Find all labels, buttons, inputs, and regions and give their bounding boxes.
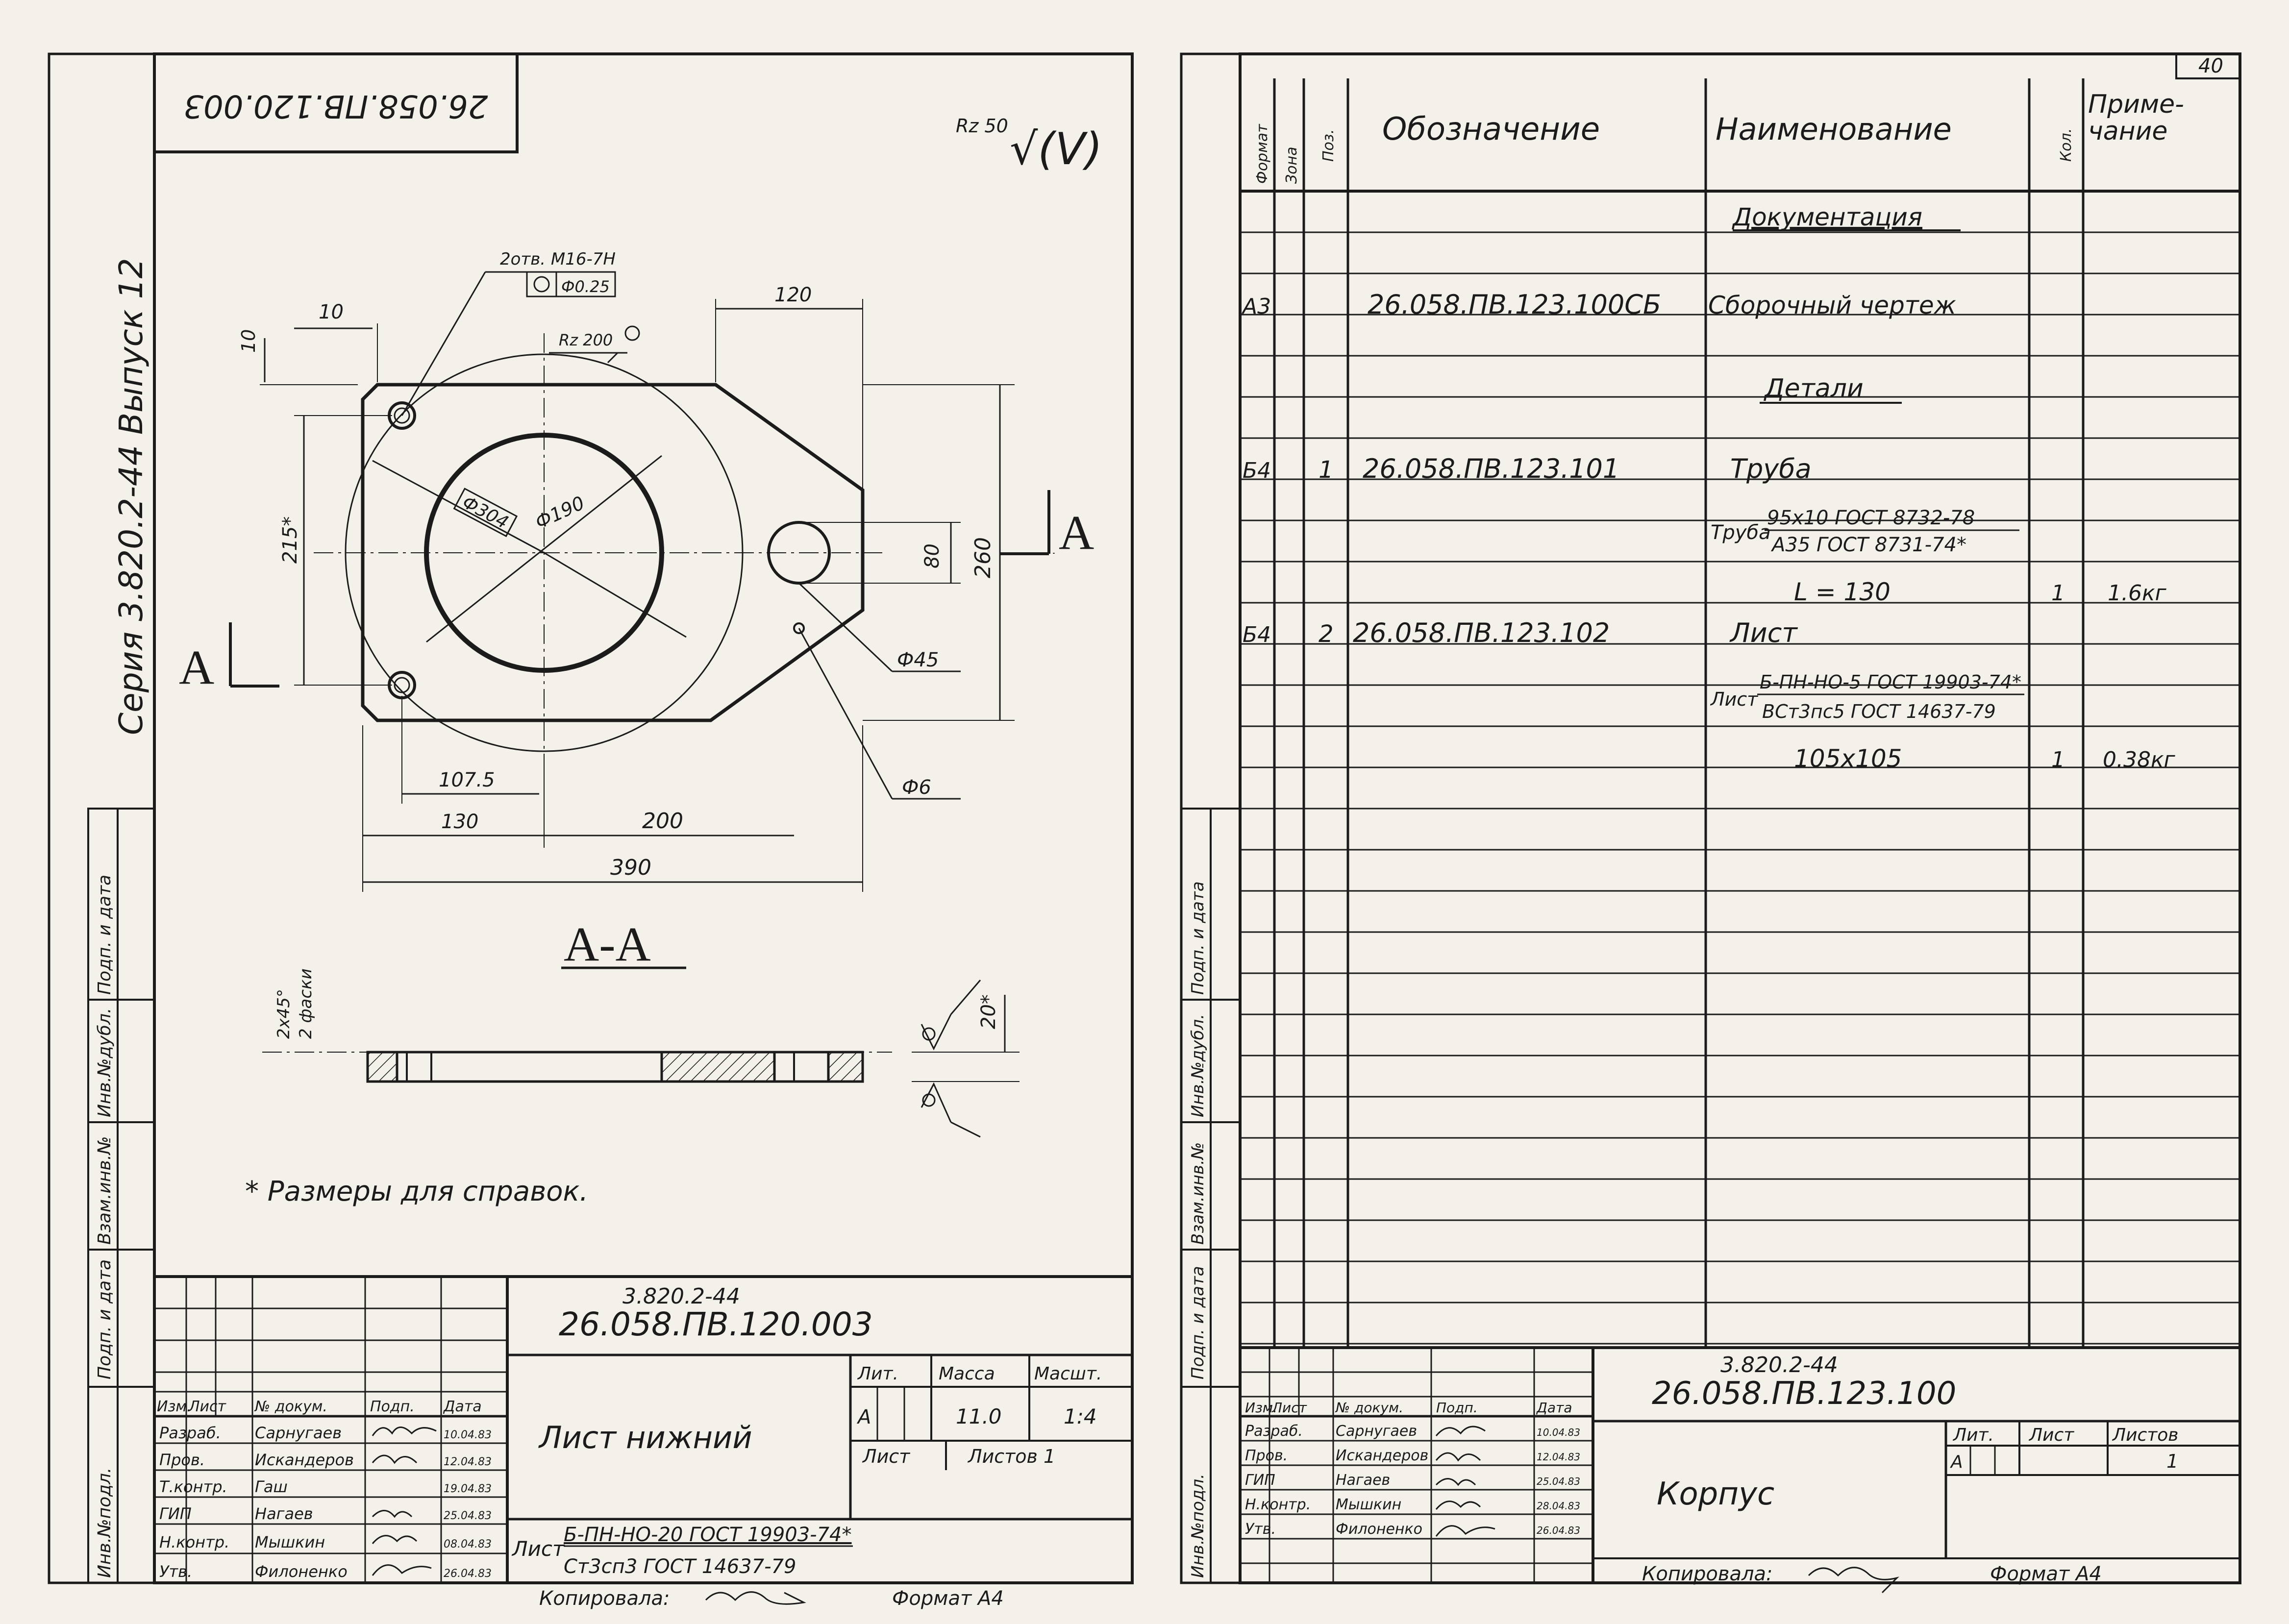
spec-rows (1240, 232, 2240, 1344)
rtb-date-4: 26.04.83 (1537, 1525, 1581, 1536)
row-a3-designation: 26.058.ПВ.123.100СБ (1368, 289, 1661, 320)
tb-date-4: 08.04.83 (444, 1538, 492, 1550)
tb-role-5: Утв. (159, 1562, 193, 1581)
hdr-note-1: Приме- (2088, 90, 2184, 119)
tb-mass: 11.0 (956, 1404, 1002, 1428)
section-arrow-right: А (1059, 505, 1095, 560)
rtb-name-4: Филоненко (1336, 1521, 1423, 1538)
right-format: Формат А4 (1990, 1563, 2102, 1585)
row-a3-name: Сборочный чертеж (1708, 291, 1956, 320)
rtb-date-2: 25.04.83 (1537, 1476, 1581, 1487)
right-sheet (1181, 54, 2240, 1593)
left-stamp-inv-orig: Инв.№подл. (95, 1467, 115, 1578)
hdr-format: Формат (1254, 124, 1271, 184)
row2-size: 105х105 (1794, 744, 1902, 773)
tb-name-3: Нагаев (255, 1504, 313, 1523)
dim-215: 215* (279, 516, 301, 564)
row1-length: L = 130 (1794, 578, 1891, 606)
tb-series: 3.820.2-44 (622, 1284, 740, 1309)
left-sheet (49, 54, 1132, 1610)
dim-80: 80 (921, 543, 944, 568)
row2-material-line1: Б-ПН-НО-5 ГОСТ 19903-74* (1760, 671, 2021, 693)
row2-mass: 0.38кг (2103, 747, 2175, 772)
tb-role-4: Н.контр. (159, 1533, 230, 1551)
left-stamp-code: 26.058.ПВ.120.003 (183, 88, 488, 124)
rtb-lit: А (1951, 1452, 1963, 1472)
tb-name-4: Мышкин (255, 1533, 325, 1551)
rtb-date-3: 28.04.83 (1537, 1500, 1581, 1512)
tb-date-5: 26.04.83 (444, 1568, 492, 1580)
left-stamp-sign-date-1: Подп. и дата (95, 1259, 115, 1379)
left-format: Формат А4 (892, 1587, 1004, 1610)
tb-role-3: ГИП (159, 1504, 192, 1523)
rtb-head-date: Дата (1537, 1400, 1572, 1416)
tb-head-sign: Подп. (370, 1398, 415, 1415)
tb-name-0: Сарнугаев (255, 1424, 342, 1442)
row1-material-line1: 95х10 ГОСТ 8732-78 (1767, 507, 1975, 529)
dimensions-note: * Размеры для справок. (245, 1176, 589, 1207)
row1-format: Б4 (1243, 458, 1271, 483)
dim-d45: Ф45 (897, 649, 939, 671)
tb-sheet-label: Лист (863, 1446, 910, 1467)
rtb-role-4: Утв. (1245, 1521, 1276, 1538)
tb-lit: А (858, 1406, 871, 1428)
tb-name-1: Искандеров (255, 1451, 354, 1469)
hdr-name: Наименование (1716, 111, 1952, 147)
section-arrow-left: А (179, 640, 215, 694)
left-series-label: Серия 3.820.2-44 Выпуск 12 (112, 258, 150, 735)
rtb-series: 3.820.2-44 (1720, 1353, 1838, 1378)
section-plate (368, 1052, 863, 1082)
section-documentation: Документация (1733, 203, 1922, 231)
rtb-head-sign: Подп. (1436, 1400, 1478, 1416)
rtb-sheets-label: Листов (2113, 1425, 2179, 1445)
row1-material-prefix: Труба (1711, 521, 1771, 544)
row2-pos: 2 (1319, 620, 1334, 648)
hdr-zone: Зона (1283, 147, 1300, 184)
tb-name-2: Гаш (255, 1477, 288, 1496)
dim-10-v: 10 (238, 329, 259, 353)
row2-name: Лист (1730, 617, 1797, 648)
tb-date-3: 25.04.83 (444, 1510, 492, 1522)
dim-190: Ф190 (532, 492, 588, 534)
sheet-number: 40 (2198, 55, 2223, 77)
dim-120: 120 (774, 284, 812, 306)
tb-material-prefix: Лист (512, 1537, 565, 1561)
row1-mass: 1.6кг (2108, 581, 2166, 606)
chamfer-note-1: 2х45° (274, 988, 294, 1039)
rtb-role-3: Н.контр. (1245, 1496, 1311, 1513)
rtb-name-1: Искандеров (1336, 1447, 1429, 1464)
tb-role-2: Т.контр. (159, 1477, 227, 1496)
row2-material-line2: ВСт3пс5 ГОСТ 14637-79 (1762, 701, 1996, 722)
row1-qty: 1 (2051, 581, 2065, 606)
tb-date-0: 10.04.83 (444, 1429, 492, 1441)
tb-scale: 1:4 (1064, 1404, 1097, 1428)
row2-format: Б4 (1243, 622, 1271, 647)
tb-role-1: Пров. (159, 1451, 205, 1469)
rtb-date-1: 12.04.83 (1537, 1451, 1581, 1463)
roughness-200: Rz 200 (559, 331, 613, 349)
dim-390: 390 (610, 855, 651, 880)
tb-material-line2: Ст3сп3 ГОСТ 14637-79 (564, 1555, 796, 1578)
tb-part-name: Лист нижний (539, 1420, 752, 1455)
left-stamp-replace-inv: Взам.инв.№ (95, 1136, 115, 1245)
hdr-note-2: чание (2088, 117, 2168, 146)
hdr-qty: Кол. (2058, 128, 2075, 162)
tb-head-list: Лист (189, 1398, 226, 1415)
tb-date-1: 12.04.83 (444, 1456, 492, 1468)
spec-table (1240, 78, 2240, 1348)
rtb-head-doc: № докум. (1336, 1400, 1404, 1416)
right-copied: Копировала: (1642, 1563, 1773, 1585)
tb-head-doc: № докум. (255, 1398, 327, 1415)
tapped-hole-bottom (389, 672, 415, 698)
dim-d6: Ф6 (902, 776, 931, 799)
left-title-block (154, 1277, 1132, 1583)
tb-lit-label: Лит. (858, 1364, 898, 1384)
rtb-name-0: Сарнугаев (1336, 1423, 1418, 1440)
section-parts: Детали (1765, 374, 1864, 403)
rtb-head-izm: Изм. (1245, 1400, 1277, 1416)
left-copied: Копировала: (539, 1587, 670, 1610)
dim-304: Ф304 (459, 492, 512, 533)
row1-pos: 1 (1319, 456, 1334, 484)
row1-name: Труба (1730, 453, 1812, 484)
left-stamp-inv-dup: Инв.№дубл. (95, 1008, 115, 1117)
right-stamp-sign-date-2: Подп. и дата (1188, 881, 1208, 995)
plan-view (179, 249, 1094, 892)
left-stamp-sign-date-2: Подп. и дата (95, 874, 115, 995)
hdr-pos: Поз. (1320, 129, 1337, 162)
section-title: А-А (564, 917, 651, 971)
rtb-sheet-label: Лист (2029, 1425, 2074, 1445)
tb-head-date: Дата (444, 1398, 482, 1415)
tb-date-2: 19.04.83 (444, 1483, 492, 1495)
row1-designation: 26.058.ПВ.123.101 (1363, 453, 1620, 484)
dim-10-h: 10 (319, 301, 344, 323)
rtb-role-2: ГИП (1245, 1472, 1275, 1489)
tb-material-line1: Б-ПН-НО-20 ГОСТ 19903-74* (564, 1524, 852, 1546)
roughness-check: √(V) (1010, 123, 1103, 175)
rtb-head-list: Лист (1272, 1400, 1307, 1416)
row1-material-line2: А35 ГОСТ 8731-74* (1772, 534, 1966, 556)
hole-callout: 2отв. М16-7Н (500, 249, 616, 269)
hdr-designation: Обозначение (1382, 111, 1600, 148)
rtb-role-0: Разраб. (1245, 1423, 1303, 1440)
row2-qty: 1 (2051, 747, 2065, 772)
tb-name-5: Филоненко (255, 1562, 348, 1581)
right-stamp-sign-date-1: Подп. и дата (1188, 1266, 1208, 1379)
section-view (262, 917, 1020, 1137)
tb-code: 26.058.ПВ.120.003 (559, 1305, 873, 1343)
rtb-name-2: Нагаев (1336, 1472, 1391, 1489)
chamfer-note-2: 2 фаски (296, 968, 316, 1039)
tb-mass-label: Масса (939, 1364, 995, 1384)
left-side-stamp (88, 809, 154, 1583)
right-stamp-inv-dup: Инв.№дубл. (1188, 1013, 1208, 1117)
row2-material-prefix: Лист (1711, 689, 1758, 710)
dim-260: 260 (970, 537, 995, 578)
roughness-note: Rz 50 (956, 115, 1008, 137)
rtb-sheets: 1 (2166, 1451, 2179, 1472)
rtb-part-name: Корпус (1657, 1476, 1775, 1512)
dim-20: 20* (977, 994, 1000, 1029)
rtb-lit-label: Лит. (1953, 1425, 1994, 1445)
dim-130: 130 (441, 811, 479, 833)
dim-200: 200 (642, 809, 683, 834)
tb-scale-label: Масшт. (1034, 1364, 1102, 1384)
tb-sheets-label: Листов 1 (968, 1446, 1056, 1467)
right-side-stamp (1181, 809, 1240, 1583)
rtb-role-1: Пров. (1245, 1447, 1288, 1464)
row-a3-format: А3 (1243, 294, 1271, 319)
right-stamp-inv-orig: Инв.№подл. (1188, 1474, 1208, 1578)
rtb-name-3: Мышкин (1336, 1496, 1402, 1513)
dim-107-5: 107.5 (439, 769, 495, 791)
right-stamp-replace-inv: Взам.инв.№ (1188, 1142, 1208, 1245)
rtb-code: 26.058.ПВ.123.100 (1652, 1376, 1957, 1412)
row2-designation: 26.058.ПВ.123.102 (1353, 617, 1610, 648)
right-title-block (1240, 1348, 2240, 1583)
rtb-date-0: 10.04.83 (1537, 1427, 1581, 1438)
right-outer-frame (1181, 54, 2240, 1583)
tolerance-value: Ф0.25 (561, 277, 610, 296)
tb-role-0: Разраб. (159, 1424, 221, 1442)
tb-head-izm: Изм. (157, 1398, 192, 1415)
